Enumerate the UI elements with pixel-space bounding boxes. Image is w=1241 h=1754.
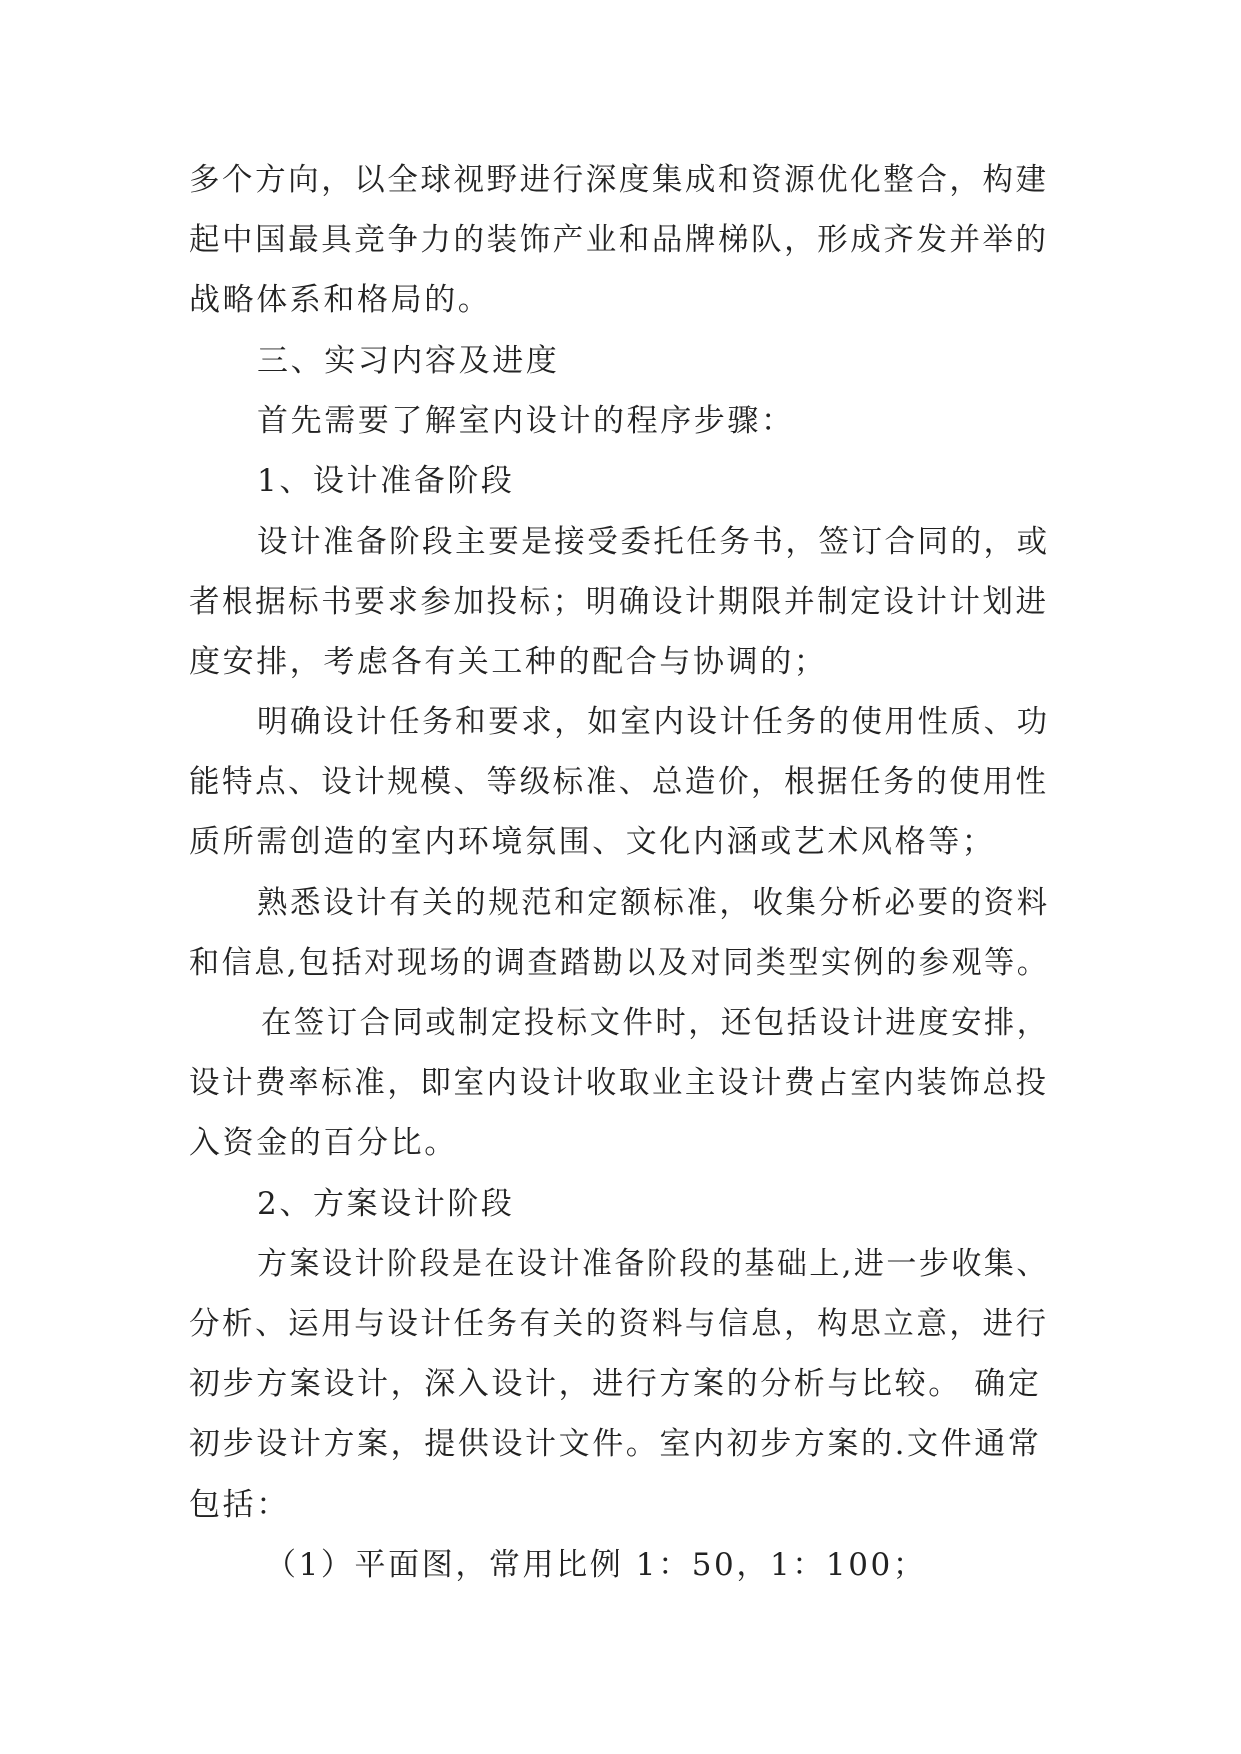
text-line: 分析、运用与设计任务有关的资料与信息，构思立意，进行 xyxy=(189,1306,1049,1342)
text-line: 明确设计任务和要求，如室内设计任务的使用性质、功 xyxy=(257,704,1050,740)
text-line: 起中国最具竞争力的装饰产业和品牌梯队，形成齐发并举的 xyxy=(189,222,1049,258)
text-line: 设计费率标准，即室内设计收取业主设计费占室内装饰总投 xyxy=(189,1065,1049,1101)
subsection-heading: 2、方案设计阶段 xyxy=(257,1186,515,1222)
text-line: 熟悉设计有关的规范和定额标准，收集分析必要的资料 xyxy=(257,885,1050,921)
section-heading: 三、实习内容及进度 xyxy=(257,343,560,379)
text-line: 者根据标书要求参加投标；明确设计期限并制定设计计划进 xyxy=(189,584,1049,620)
text-line: 包括： xyxy=(189,1487,290,1523)
text-line: 能特点、设计规模、等级标准、总造价，根据任务的使用性 xyxy=(189,764,1049,800)
text-line: 战略体系和格局的。 xyxy=(189,282,492,318)
text-line: 质所需创造的室内环境氛围、文化内涵或艺术风格等； xyxy=(189,824,996,860)
subsection-heading: 1、设计准备阶段 xyxy=(257,463,515,499)
text-line: 初步方案设计，深入设计，进行方案的分析与比较。 确定 xyxy=(189,1366,1042,1402)
text-line: 度安排，考虑各有关工种的配合与协调的； xyxy=(189,644,828,680)
text-line: 首先需要了解室内设计的程序步骤： xyxy=(257,403,795,439)
list-item: （1）平面图，常用比例 1：50，1：100； xyxy=(265,1547,927,1583)
text-line: 设计准备阶段主要是接受委托任务书，签订合同的，或 xyxy=(257,524,1050,560)
text-line: 方案设计阶段是在设计准备阶段的基础上,进一步收集、 xyxy=(257,1246,1049,1282)
text-line: 和信息,包括对现场的调查踏勘以及对同类型实例的参观等。 xyxy=(189,945,1050,981)
text-line: 在签订合同或制定投标文件时，还包括设计进度安排， xyxy=(261,1005,1050,1041)
text-line: 初步设计方案，提供设计文件。室内初步方案的.文件通常 xyxy=(189,1426,1042,1462)
text-line: 多个方向，以全球视野进行深度集成和资源优化整合，构建 xyxy=(189,162,1049,198)
text-line: 入资金的百分比。 xyxy=(189,1125,458,1161)
